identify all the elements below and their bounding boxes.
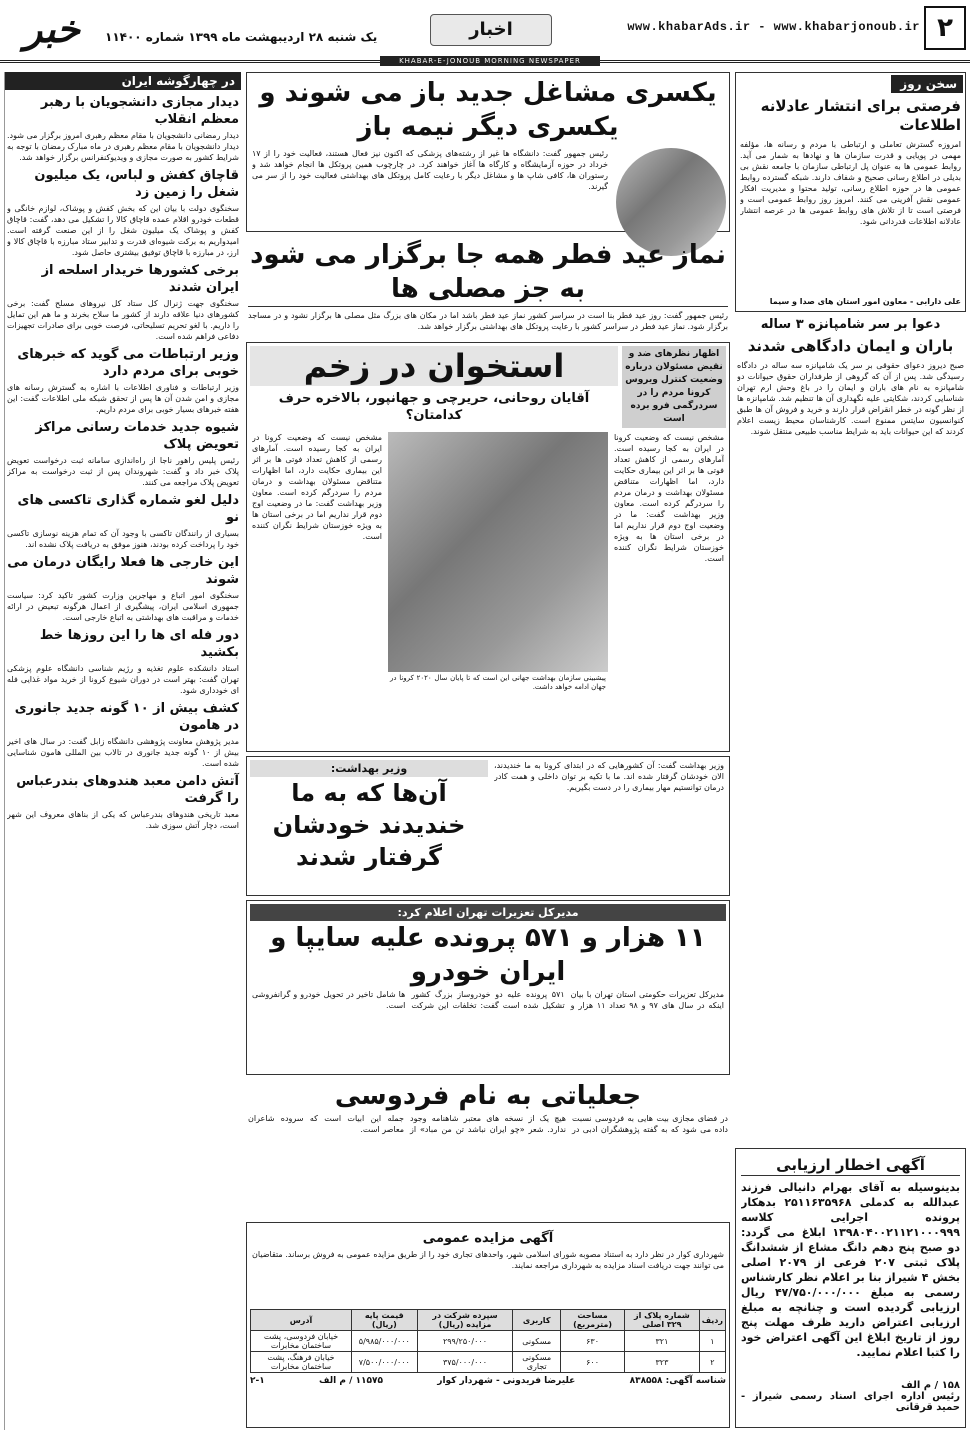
- notice-body: بدینوسیله به آقای بهرام دانیالی فرزند عبدالله به کدملی ۲۵۱۱۶۳۵۹۶۸ بدهکار پرونده اجرایی کلاسه ۱۳۹۸۰۴۰۰۲۱۱۲۱۰۰۰۹۹۹ ابلاغ می گردد: دو صبح پنج دهم دانگ مشاع از ششدانگ پلاک ثبتی ۲۰۷ فرعی از ۲۰۷۹ اصلی بخش ۴ شیراز بنا بر اعلام نظر کارشناس رسمی به مبلغ ۴۷/۷۵۰/۰۰۰/۰۰۰ ریال ارزیابی گردیده است و چنانچه به مبلغ ارزیابی اعتراض دارید ظرف مهلت پنج روز از تاریخ ابلاغ این آگهی اعتراض خود را کتبا اعلام نمایید.: [741, 1181, 960, 1359]
- table-cell: ۳۷۵/۰۰۰/۰۰۰: [417, 1352, 513, 1373]
- table-cell: ۳۲۱: [625, 1331, 700, 1352]
- chimp-story: [735, 316, 966, 1150]
- auction-notice: [246, 1222, 730, 1428]
- notice-title: آگهی اخطار ارزیابی: [741, 1156, 960, 1176]
- notice-signer: رئیس اداره اجرای اسناد رسمی شیراز - حمید قرقانی: [741, 1391, 960, 1413]
- left-news-item: [5, 419, 241, 488]
- auction-index: ۲-۱: [250, 1376, 265, 1386]
- left-news-title: قاچاق کفش و لباس، یک میلیون شغل را زمین زد: [34, 168, 239, 200]
- left-news-item: [5, 554, 241, 623]
- headline-car-makers: ۱۱ هزار و ۵۷۱ پرونده علیه سایپا و ایران خودرو: [270, 923, 706, 987]
- left-news-item: [5, 94, 241, 163]
- left-news-item: [5, 346, 241, 415]
- story-ferdowsi-body: در فضای مجازی بیت هایی به فردوسی نسبت داده می شود که به گفته پژوهشگران ادبی در هیچ یک از نسخه های معتبر شاهنامه وجود ندارد. شعر «چو ایران نباشد تن من مباد» از جمله این ابیات است که سروده شاعران معاصر است.: [248, 1114, 728, 1134]
- headline-reopening: یکسری مشاغل جدید باز می شوند و یکسری دیگر نیمه باز: [259, 78, 717, 142]
- left-news-item: [5, 700, 241, 769]
- left-news-title: آتش دامن معبد هندوهای بندرعباس را گرفت: [16, 774, 239, 806]
- auction-table: [250, 1309, 726, 1373]
- table-cell: ۷/۵۰۰/۰۰۰/۰۰۰: [352, 1352, 418, 1373]
- auction-col-header: ردیف: [699, 1310, 725, 1331]
- table-cell: ۲: [699, 1352, 725, 1373]
- table-cell: خیابان فرهنگ، پشت ساختمان مخابرات: [251, 1352, 352, 1373]
- left-news-body: سخنگوی امور اتباع و مهاجرین وزارت کشور تاکید کرد: سیاست جمهوری اسلامی ایران، پیشگیری از اعمال هرگونه تبعیض در ارائه خدمات و مراقبت های بهداشتی به اتباع خارجی است.: [7, 591, 239, 622]
- auction-intro: شهرداری کوار در نظر دارد به استناد مصوبه شورای اسلامی شهر، واحدهای تجاری خود را از طریق مزایده عمومی به فروش برساند. متقاضیان می توانند جهت دریافت اسناد مزایده به شهرداری مراجعه نمایند.: [252, 1250, 724, 1270]
- editorial-author: علی دارابی - معاون امور استان های صدا و سیما: [769, 297, 961, 306]
- story-health-body: وزیر بهداشت گفت: آن کشورهایی که در ابتدای کرونا به ما خندیدند، الان خودشان گرفتار شده اند. ما با تکیه بر توان داخلی و همت کادر درمان توانستیم مهار بیماری را در دست بگیریم.: [494, 761, 724, 792]
- auction-col-header: قیمت پایه (ریال): [352, 1310, 418, 1331]
- auction-col-header: کاربری: [513, 1310, 561, 1331]
- left-news-item: [5, 773, 241, 831]
- auction-title: آگهی مزایده عمومی: [422, 1231, 554, 1246]
- left-news-body: دیدار رمضانی دانشجویان با مقام معظم رهبری امروز برگزار می شود. دیدار دانشجویان با مقام معظم رهبری در ماه مبارک رمضان با توجه به شرایط کشور به صورت مجازی و ویدیوکنفرانس برگزار خواهد شد.: [7, 131, 239, 162]
- auction-number: ۱۱۵۷۵ / م الف: [319, 1376, 383, 1386]
- left-news-body: رئیس پلیس راهور ناجا از راه‌اندازی سامانه ثبت درخواست تعویض پلاک خبر داد و گفت: شهروندان پس از ثبت درخواست به مراکز تعویض پلاک مراجعه می کنند.: [7, 456, 239, 487]
- editorial-box: [735, 72, 966, 312]
- story-eid-prayer: [246, 238, 730, 338]
- table-cell: مسکونی تجاری: [513, 1352, 561, 1373]
- auction-table-header: [251, 1310, 726, 1331]
- story-bone-body-cont: مشخص نیست که وضعیت کرونا در ایران به کجا رسیده است. آمارهای رسمی از کاهش تعداد فوتی ها بر اثر این بیماری حکایت دارد، اما اظهارات متناقض مسئولان بهداشت و درمان مردم را سردرگم کرده است. معاون وزیر بهداشت گفت: ما در وضعیت اوج دوم قرار نداریم اما در برخی استان ها به ویژه خوزستان شرایط نگران کننده است.: [252, 433, 382, 541]
- story-eid-prayer-body: رئیس جمهور گفت: روز عید فطر بنا است در سراسر کشور نماز عید فطر باشد اما در مکان های بزرگ مثل مصلی ها برگزار نشود و در مساجد برگزار شود. نماز عید فطر در سراسر کشور با رعایت پروتکل های بهداشتی برگزار خواهد شد.: [248, 306, 728, 370]
- auction-signer: علیرضا فریدونی - شهردار کوار: [437, 1376, 576, 1386]
- right-column: [735, 72, 966, 1430]
- dateline: یک شنبه ۲۸ اردیبهشت ماه ۱۳۹۹ شماره ۱۱۴۰۰: [105, 30, 378, 44]
- table-cell: ۵/۹۸۵/۰۰۰/۰۰۰: [352, 1331, 418, 1352]
- car-makers-kicker: مدیرکل تعزیرات تهران اعلام کرد:: [250, 904, 726, 921]
- left-news-item: [5, 627, 241, 696]
- headline-health-minister: آن‌ها که به ما خندیدند خودشان گرفتار شدند: [272, 779, 466, 871]
- left-news-title: برخی کشورها خریدار اسلحه از ایران شدند: [41, 263, 239, 295]
- left-news-title: شیوه جدید خدمات رسانی مراکز تعویض پلاک: [35, 420, 239, 452]
- left-news-body: وزیر ارتباطات و فناوری اطلاعات با اشاره به گسترش رسانه های مجازی و امن شدن آن ها پس از تحقق شبکه ملی اطلاعات گفت: این هفته خبرهای بسیار خوبی برای مردم داریم.: [7, 383, 239, 414]
- left-news-title: وزیر ارتباطات می گوید که خبرهای خوبی برای مردم دارد: [17, 347, 239, 379]
- left-news-body: مدیر پژوهش معاونت پژوهشی دانشگاه زابل گفت: در سال های اخیر بیش از ۱۰ گونه جدید جانوری در تالاب بین المللی هامون شناسایی شده است.: [7, 737, 239, 768]
- left-news-title: این خارجی ها فعلا رایگان درمان می شوند: [7, 555, 239, 587]
- chimp-body: صبح دیروز دعوای حقوقی بر سر یک شامپانزه سه ساله در دادگاه رسیدگی شد. پس از آن که گروهی از طرفداران حقوق حیوانات دو شامپانزه به نام های باران و ایمان را در باغ وحش ارم تهران شناسایی کردند، شکایتی علیه نگهداری آن ها تنظیم شد. شامپانزه ها از نظر گونه در خطر انقراض قرار دارند و خرید و فروش آن ها طبق کنوانسیون سایتس ممنوع است. کارشناسان محیط زیست اعلام کردند که این حیوانات باید به شرایط مناسب طبیعی منتقل شوند.: [737, 361, 964, 436]
- subhead-bone-in-wound: آقایان روحانی، حریرچی و جهانپور، بالاخره حرف کدامتان؟: [278, 391, 590, 423]
- story-health-minister: [246, 756, 730, 896]
- auction-col-header: سپرده شرکت در مزایده (ریال): [417, 1310, 513, 1331]
- editorial-body: امروزه گسترش تعاملی و ارتباطی با مردم و رسانه ها، مؤلفه مهمی در پویایی و قدرت سازمان ها و نهادها به شمار می آید. روابط عمومی ها به عنوان پل ارتباطی سازمان با جامعه نقش بی بدیلی در اطلاع رسانی صحیح و شفاف دارند. شبکه گسترده روابط عمومی ها در حوزه اطلاع رسانی، تولید محتوا و مدیریت افکار عمومی نقش آفرینی می کنند. امروز روز روابط عمومی است و فرصتی است تا از تلاش های روابط عمومی ها در عرصه انتشار عادلانه اطلاعات قدردانی شود.: [740, 140, 961, 226]
- editorial-box-title: سخن روز: [891, 75, 963, 93]
- table-cell: ۱: [699, 1331, 725, 1352]
- headline-bone-in-wound: استخوان در زخم: [250, 346, 618, 386]
- left-news-title: دیدار مجازی دانشجویان با رهبر معظم انقلاب: [40, 95, 239, 127]
- left-box-title: در چهارگوشه ایران: [5, 72, 241, 90]
- story-car-makers: [246, 900, 730, 1075]
- left-news-item: [5, 262, 241, 342]
- story-reopening-body: رئیس جمهور گفت: دانشگاه ها غیر از رشته‌های پزشکی که اکنون نیز فعال هستند، فعالیت خود را از ۱۷ خرداد در حوزه آزمایشگاه و کارگاه ها آغاز خواهند کرد. در چارچوب همین پروتکل ها انجام خواهد شد و رستوران ها، کافی شاپ ها و مشاغل دیگر با رعایت کامل پروتکل های بهداشتی فعالیت خود را از سر می گیرند.: [252, 149, 608, 191]
- table-cell: ۶۰۰: [560, 1352, 624, 1373]
- notice-number: ۱۵۸ / م الف: [901, 1380, 960, 1391]
- photo-caption: پیشبینی سازمان بهداشت جهانی این است که تا پایان سال ۲۰۲۰ کرونا در جهان ادامه خواهد داشت.: [390, 674, 606, 691]
- story-bone-kicker: اظهار نظرهای ضد و نقیض مسئولان درباره وضعیت کنترل ویروس کرونا مردم را در سردرگمی فرو برده است: [622, 346, 726, 428]
- left-news-item: [5, 492, 241, 550]
- table-row: [251, 1331, 726, 1352]
- health-kicker: وزیر بهداشت:: [250, 760, 488, 777]
- table-cell: ۶۳۰: [560, 1331, 624, 1352]
- appraisal-notice: [735, 1148, 966, 1428]
- table-row: [251, 1352, 726, 1373]
- auction-col-header: آدرس: [251, 1310, 352, 1331]
- english-banner: KHABAR-E-JONOUB MORNING NEWSPAPER: [380, 56, 600, 66]
- left-news-body: بسیاری از رانندگان تاکسی با وجود آن که تمام هزینه نوسازی تاکسی خود را پرداخت کرده بودند، هنوز موفق به دریافت پلاک نشده اند.: [7, 529, 239, 549]
- left-news-body: استاد دانشکده علوم تغذیه و رژیم شناسی دانشگاه علوم پزشکی تهران گفت: بهتر است در دوران شیوع کرونا از خرید مواد غذایی فله ای خودداری شود.: [7, 664, 239, 695]
- headline-eid-prayer: نماز عید فطر همه جا برگزار می شود به جز مصلی ها: [250, 240, 726, 304]
- main-column: [246, 72, 730, 1430]
- auction-table-body: [251, 1331, 726, 1373]
- auction-col-header: مساحت (مترمربع): [560, 1310, 624, 1331]
- story-car-makers-body: مدیرکل تعزیرات حکومتی استان تهران با بیان اینکه در سال های ۹۷ و ۹۸ تعداد ۱۱ هزار و ۵۷۱ پرونده علیه دو خودروساز بزرگ کشور تشکیل شده است گفت: تخلفات این شرکت ها شامل تاخیر در تحویل خودرو و گرانفروشی است.: [252, 990, 724, 1010]
- left-news-body: سخنگوی جهت ژنرال کل ستاد کل نیروهای مسلح گفت: برخی کشورهای دنیا علاقه دارند از کشور ما سلاح بخرند و ما هم این تمایل را داریم. با لغو تحریم تسلیحاتی، فرصت خوبی برای صادرات تجهیزات دفاعی فراهم شده است.: [7, 299, 239, 341]
- newspaper-logo: خبر: [24, 6, 80, 51]
- table-cell: خیابان فردوسی، پشت ساختمان مخابرات: [251, 1331, 352, 1352]
- left-news-list: [5, 94, 241, 831]
- editorial-title: فرصتی برای انتشار عادلانه اطلاعات: [760, 97, 961, 134]
- masthead: [0, 0, 970, 63]
- left-news-title: دور فله ای ها را این روزها خط بکشید: [39, 628, 239, 660]
- headline-ferdowsi: جعلیاتی به نام فردوسی: [334, 1081, 642, 1111]
- table-cell: ۲۹۹/۲۵۰/۰۰۰: [417, 1331, 513, 1352]
- story-bone-in-wound: [246, 342, 730, 752]
- auction-code: شناسه آگهی: ۸۳۸۵۵۸: [629, 1376, 726, 1386]
- ambulance-photo: [388, 432, 608, 672]
- left-news-body: معبد تاریخی هندوهای بندرعباس که یکی از بناهای معروف این شهر است، دچار آتش سوزی شد.: [7, 810, 239, 830]
- table-cell: مسکونی: [513, 1331, 561, 1352]
- chimp-title: باران و ایمان دادگاهی شدند: [747, 337, 954, 355]
- table-cell: ۳۲۳: [625, 1352, 700, 1373]
- left-news-title: کشف بیش از ۱۰ گونه جدید جانوری در هامون: [14, 701, 239, 733]
- story-ferdowsi: [246, 1079, 730, 1229]
- story-reopening: [246, 72, 730, 232]
- story-bone-body: مشخص نیست که وضعیت کرونا در ایران به کجا رسیده است. آمارهای رسمی از کاهش تعداد فوتی ها بر اثر این بیماری حکایت دارد، اما اظهارات متناقض مسئولان بهداشت و درمان مردم را سردرگم کرده است. معاون وزیر بهداشت گفت: ما در وضعیت اوج دوم قرار نداریم اما در برخی استان ها به ویژه خوزستان شرایط نگران کننده است.: [614, 433, 724, 563]
- page-number: ۲: [924, 6, 966, 50]
- website-url[interactable]: www.khabarAds.ir - www.khabarjonoub.ir: [627, 20, 920, 34]
- auction-col-header: شماره پلاک از ۳۲۹ اصلی: [625, 1310, 700, 1331]
- left-news-body: سخنگوی دولت با بیان این که بخش کفش و پوشاک، لوازم خانگی و قطعات خودرو اقلام عمده قاچاق کالا را تشکیل می دهد، گفت: قاچاق کفش و پوشاک یک میلیون شغل را از این صنعت گرفته است. امیدواریم به برکت شیوه‌ای قدرت و تدابیر ستاد مبارزه با قاچاق کالا و ارز، در مبارزه با قاچاق توفیق بیشتری حاصل شود.: [7, 204, 239, 257]
- left-news-title: دلیل لغو شماره گذاری تاکسی های نو: [17, 493, 239, 525]
- chimp-kicker: دعوا بر سر شامپانزه ۳ ساله: [760, 317, 941, 332]
- left-column: [4, 72, 241, 1430]
- section-title: اخبار: [430, 14, 552, 46]
- left-news-item: [5, 167, 241, 258]
